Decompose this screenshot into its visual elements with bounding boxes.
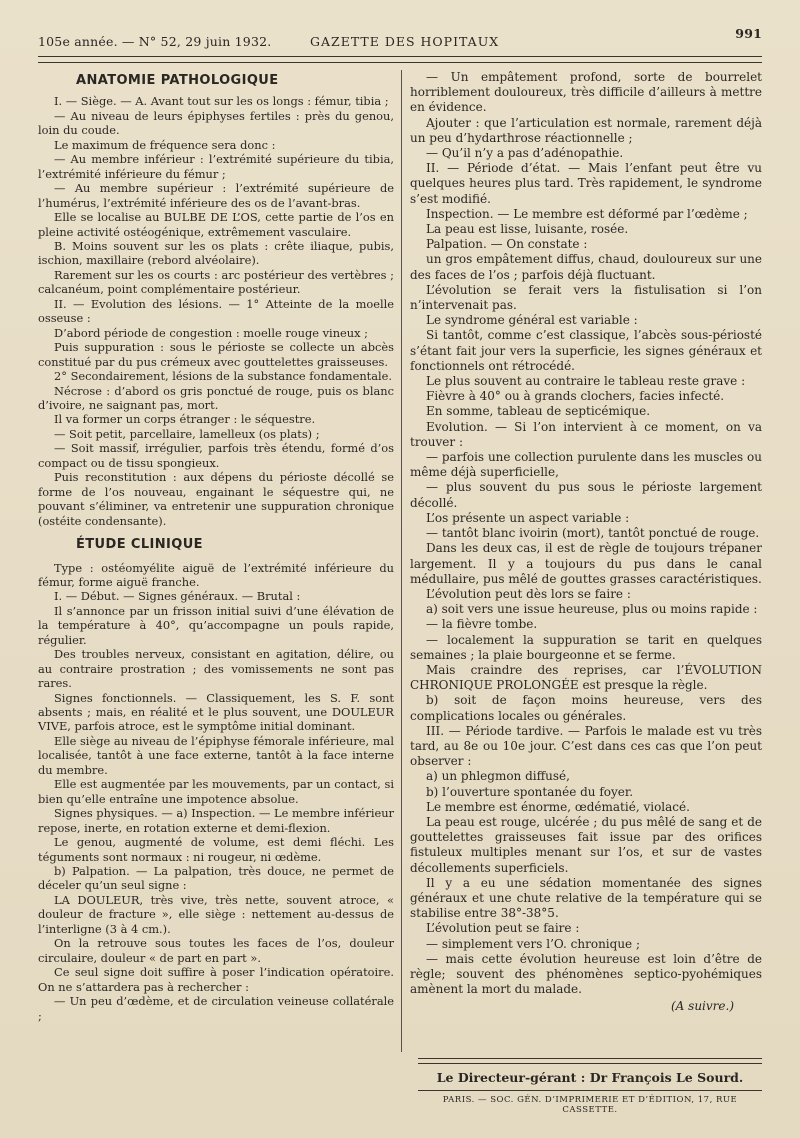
paragraph: — Au membre supérieur : l’extrémité supérieure de l’humérus, l’extrémité inférieure des os de l’avant-bras. [38, 181, 394, 210]
paragraph: b) Palpation. — La palpation, très douce, ne permet de déceler qu’un seul signe : [38, 864, 394, 893]
paragraph: Evolution. — Si l’on intervient à ce moment, on va trouver : [410, 419, 762, 449]
paragraph: Puis suppuration : sous le périoste se collecte un abcès constitué par du pus crémeux avec gouttelettes graisseuses. [38, 340, 394, 369]
paragraph: Rarement sur les os courts : arc postérieur des vertèbres ; calcanéum, point complémentaire postérieur. [38, 267, 394, 297]
paragraph: Des troubles nerveux, consistant en agitation, délire, ou au contraire prostration ; des vomissements ne sont pas rares. [38, 647, 394, 691]
paragraph: un gros empâtement diffus, chaud, douloureux sur une des faces de l’os ; parfois déjà fluctuant. [410, 252, 762, 282]
paragraph: Dans les deux cas, il est de règle de toujours trépaner largement. Il y a toujours du pus dans le canal médullaire, pus mêlé de gouttes grasses caractéristiques. [410, 541, 762, 586]
paragraph: — parfois une collection purulente dans les muscles ou même déjà superficielle, [410, 450, 762, 480]
paragraph: a) soit vers une issue heureuse, plus ou moins rapide : [426, 602, 758, 617]
paragraph: — tantôt blanc ivoirin (mort), tantôt ponctué de rouge. [426, 526, 760, 541]
paragraph: LA DOULEUR, très vive, très nette, souvent atroce, « douleur de fracture », elle siège : nettement au-dessus de l’interligne (3 à 4 cm.). [38, 892, 394, 936]
paragraph: 2° Secondairement, lésions de la substance fondamentale. [54, 369, 393, 384]
paragraph: On la retrouve sous toutes les faces de l’os, douleur circulaire, douleur « de part en part ». [38, 936, 394, 965]
paragraph: I. — Siège. — A. Avant tout sur les os longs : fémur, tibia ; [54, 94, 389, 109]
paragraph: — mais cette évolution heureuse est loin d’être de règle; souvent des phénomènes septico-pyohémiques amènent la mort du malade. [410, 951, 762, 997]
footer-rule-bottom [418, 1090, 762, 1091]
paragraph: D’abord période de congestion : moelle rouge vineux ; [54, 325, 368, 340]
paragraph: Il s’annonce par un frisson initial suivi d’une élévation de la température à 40°, qu’accompagne un pouls rapide, régulier. [38, 603, 394, 647]
paragraph: II. — Evolution des lésions. — 1° Atteinte de la moelle osseuse : [38, 296, 394, 326]
paragraph: L’évolution peut se faire : [426, 921, 580, 936]
paragraph: Inspection. — Le membre est déformé par l’œdème ; [426, 206, 748, 221]
header-rule [38, 56, 762, 57]
paragraph: — plus souvent du pus sous le périoste largement décollé. [410, 480, 762, 510]
page-header [38, 26, 762, 50]
paragraph: La peau est lisse, luisante, rosée. [426, 222, 629, 237]
paragraph: — simplement vers l’O. chronique ; [426, 936, 641, 951]
paragraph: Palpation. — On constate : [426, 237, 588, 252]
paragraph: — Au membre inférieur : l’extrémité supérieure du tibia, l’extrémité inférieure du fémur ; [38, 152, 394, 181]
paragraph: Le syndrome général est variable : [426, 313, 638, 328]
paragraph: — Un empâtement profond, sorte de bourrelet horriblement douloureux, très difficile d’ailleurs à mettre en évidence. [410, 70, 762, 115]
right-column [410, 70, 762, 1015]
paragraph: I. — Début. — Signes généraux. — Brutal : [54, 589, 301, 604]
paragraph: Elle se localise au BULBE DE L’OS, cette partie de l’os en pleine activité ostéogénique, extrêmement vasculaire. [38, 210, 394, 239]
paragraph: Mais craindre des reprises, car l’ÉVOLUTION CHRONIQUE PROLONGÉE est presque la règle. [410, 662, 762, 693]
paragraph: Ce seul signe doit suffire à poser l’indication opératoire. On ne s’attardera pas à rechercher : [38, 965, 394, 994]
paragraph: Si tantôt, comme c’est classique, l’abcès sous-périosté s’étant fait jour vers la superficie, les signes généraux et fonctionnels ont rétrocédé. [410, 328, 762, 373]
paragraph: — Un peu d’œdème, et de circulation veineuse collatérale ; [38, 994, 394, 1023]
journal-title: GAZETTE DES HOPITAUX [310, 34, 500, 49]
paragraph: III. — Période tardive. — Parfois le malade est vu très tard, au 8e ou 10e jour. C’est dans ces cas que l’on peut observer : [410, 723, 762, 769]
paragraph: Il va former un corps étranger : le séquestre. [54, 412, 316, 427]
paragraph: b) l’ouverture spontanée du foyer. [426, 784, 634, 799]
paragraph: Type : ostéomyélite aiguë de l’extrémité inférieure du fémur, forme aiguë franche. [38, 560, 394, 589]
paragraph: Elle siège au niveau de l’épiphyse fémorale inférieure, mal localisée, tantôt à une face externe, tantôt à la face interne du membre. [38, 733, 394, 777]
director-line: Le Directeur-gérant : Dr François Le Sourd. [436, 1070, 744, 1085]
footer-rule [418, 1058, 762, 1059]
left-column [38, 70, 394, 1023]
footer-rule-thin [418, 1063, 762, 1064]
column-separator [401, 70, 402, 1052]
page-number: 991 [735, 26, 762, 41]
paragraph: Signes fonctionnels. — Classiquement, les S. F. sont absents ; mais, en réalité et le plus souvent, une DOULEUR VIVE, parfois atroce, est le symptôme initial dominant. [38, 690, 394, 734]
paragraph: B. Moins souvent sur les os plats : crête iliaque, pubis, ischion, maxillaire (rebord alvéolaire). [38, 238, 394, 268]
paragraph: Fièvre à 40° ou à grands clochers, facies infecté. [426, 389, 725, 404]
paragraph: L’évolution peut dès lors se faire : [426, 586, 631, 601]
section-heading-anatomie: ANATOMIE PATHOLOGIQUE [76, 73, 279, 88]
paragraph: La peau est rouge, ulcérée ; du pus mêlé de sang et de gouttelettes graisseuses fait issue par des orifices fistuleux multiples menant sur l’os, et sur de vastes décollements superficiels. [410, 814, 762, 875]
paragraph: b) soit de façon moins heureuse, vers des complications locales ou générales. [410, 693, 762, 723]
paragraph: — Qu’il n’y a pas d’adénopathie. [426, 146, 624, 161]
paragraph: — localement la suppuration se tarit en quelques semaines ; la plaie bourgeonne et se ferme. [410, 632, 762, 662]
paragraph: Nécrose : d’abord os gris ponctué de rouge, puis os blanc d’ivoire, ne saignant pas, mort. [38, 383, 394, 412]
to-be-continued: (A suivre.) [671, 999, 734, 1014]
paragraph: Le maximum de fréquence sera donc : [54, 137, 276, 152]
paragraph: a) un phlegmon diffusé, [426, 769, 570, 784]
paragraph: Ajouter : que l’articulation est normale, rarement déjà un peu d’hydarthrose réactionnelle ; [410, 115, 762, 145]
paragraph: En somme, tableau de septicémique. [426, 404, 651, 419]
paragraph: — Soit petit, parcellaire, lamelleux (os plats) ; [54, 426, 320, 441]
paragraph: — Au niveau de leurs épiphyses fertiles : près du genou, loin du coude. [38, 108, 394, 138]
header-rule-thin [38, 62, 762, 63]
paragraph: II. — Période d’état. — Mais l’enfant peut être vu quelques heures plus tard. Très rapidement, le syndrome s’est modifié. [410, 161, 762, 206]
paragraph: Il y a eu une sédation momentanée des signes généraux et une chute relative de la température qui se stabilise entre 38°-38°5. [410, 875, 762, 921]
paragraph: L’évolution se ferait vers la fistulisation si l’on n’intervenait pas. [410, 282, 762, 313]
paragraph: Le plus souvent au contraire le tableau reste grave : [426, 374, 746, 389]
paragraph: Puis reconstitution : aux dépens du périoste décollé se forme de l’os nouveau, engainant le séquestre qui, ne pouvant s’éliminer, va entretenir une suppuration chronique (ostéite condensante). [38, 470, 394, 528]
paragraph: — Soit massif, irrégulier, parfois très étendu, formé d’os compact ou de tissu spongieux. [38, 441, 394, 470]
issue-info: 105e année. — N° 52, 29 juin 1932. [38, 34, 272, 49]
paragraph: Le genou, augmenté de volume, est demi fléchi. Les téguments sont normaux : ni rougeur, ni œdème. [38, 835, 394, 864]
paragraph: — la fièvre tombe. [426, 617, 538, 632]
paragraph: Signes physiques. — a) Inspection. — Le membre inférieur repose, inerte, en rotation externe et demi-flexion. [38, 806, 394, 835]
paragraph: Le membre est énorme, œdématié, violacé. [426, 799, 690, 814]
section-heading-clinique: ÉTUDE CLINIQUE [76, 537, 203, 553]
paragraph: Elle est augmentée par les mouvements, par un contact, si bien qu’elle entraîne une impotence absolue. [38, 777, 394, 806]
paragraph: L’os présente un aspect variable : [426, 510, 630, 525]
printer-line: PARIS. — SOC. GÉN. D’IMPRIMERIE ET D’ÉDITION, 17, RUE CASSETTE. [442, 1095, 738, 1115]
